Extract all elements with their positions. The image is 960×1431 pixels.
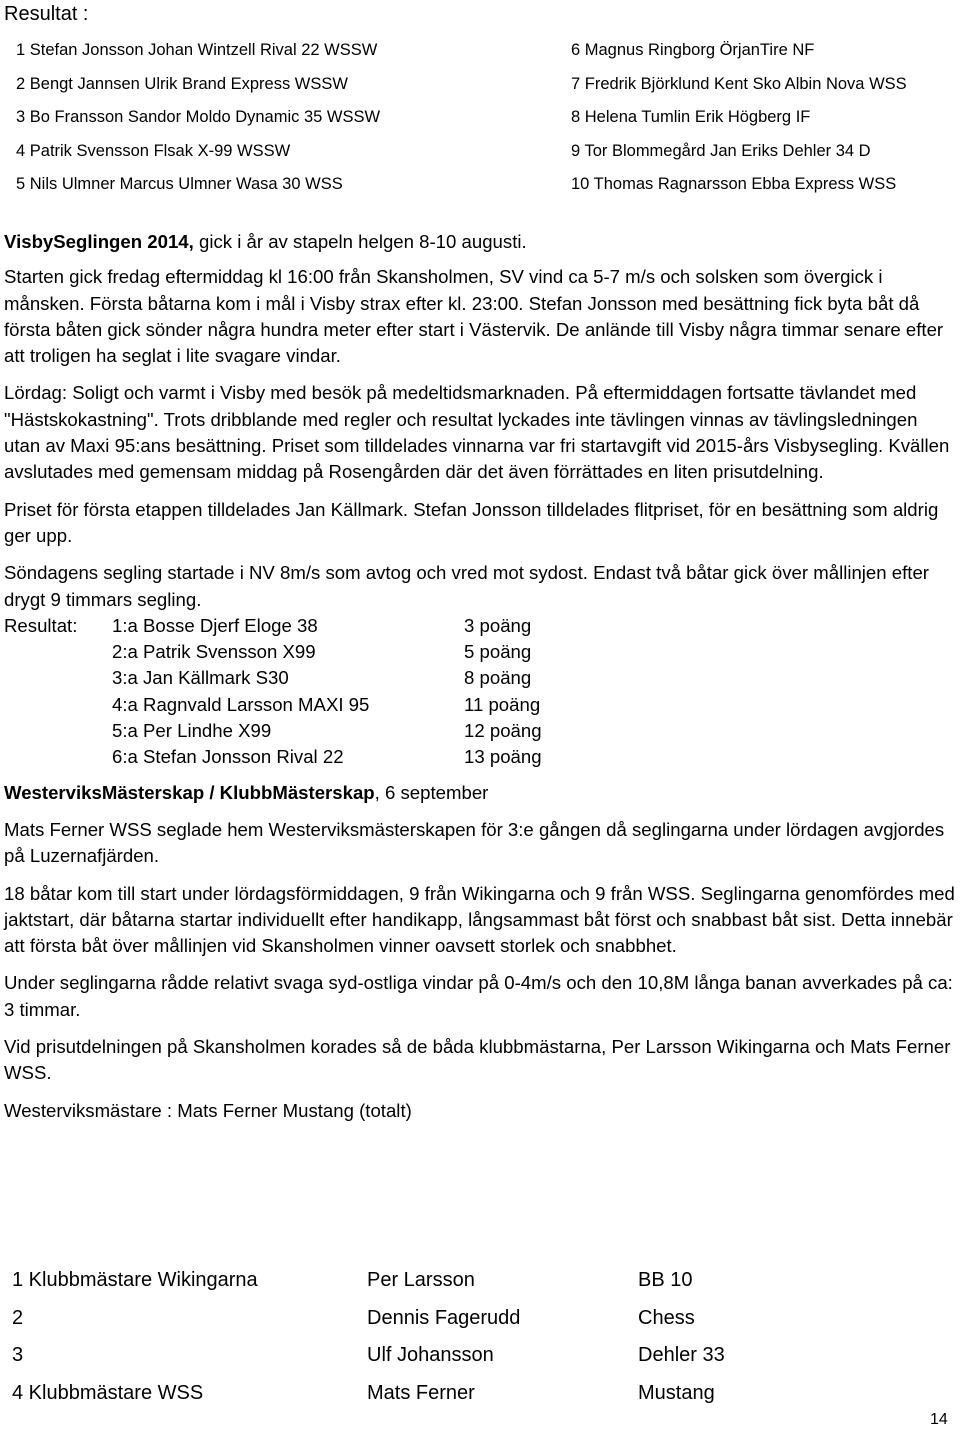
results-heading: Resultat : xyxy=(4,3,89,25)
visby-results-table xyxy=(4,613,956,771)
visby-result-row xyxy=(4,718,956,744)
visby-result-points: 13 poäng xyxy=(464,746,542,768)
visby-result-row xyxy=(4,639,956,665)
visby-paragraph-1: Starten gick fredag eftermiddag kl 16:00 från Skansholmen, SV vind ca 5-7 m/s och solsken som övergick i månsken. Första båtarna kom i mål i Visby strax efter kl. 23:00. Stefan Jonsson med besättning fick byta båt då första båten gick sönder några hundra meter efter start i Västervik. De anlände till Visby några timmar senare efter att troligen ha seglat i lite svagare vindar. xyxy=(4,266,944,367)
visby-intro-text: gick i år av stapeln helgen 8-10 augusti. xyxy=(193,231,527,252)
club-result-person: Per Larsson xyxy=(367,1269,475,1291)
top-results-right-column xyxy=(571,34,907,202)
club-result-person: Dennis Fagerudd xyxy=(367,1306,521,1329)
club-result-person: Mats Ferner xyxy=(367,1381,475,1404)
visby-result-row xyxy=(4,692,956,718)
page-number: 14 xyxy=(930,1411,948,1428)
westervik-heading xyxy=(4,780,956,806)
visby-result-name: 5:a Per Lindhe X99 xyxy=(112,720,272,742)
westervik-paragraph-1: Mats Ferner WSS seglade hem Westerviksmästerskapen för 3:e gången då seglingarna under lördagen avgjordes på Luzernafjärden. xyxy=(4,818,945,867)
westervik-paragraph-2: 18 båtar kom till start under lördagsförmiddagen, 9 från Wikingarna och 9 från WSS. Seglingarna genomfördes med jaktstart, där båtarna startar individuellt efter handikapp, långsammast båt först och snabbast båt sist. Detta innebär att första båt över mållinjen vid Skansholmen vinner oavsett storlek och snabbhet. xyxy=(4,882,955,957)
visby-result-name: 3:a Jan Källmark S30 xyxy=(112,667,289,689)
visby-paragraph-4: Söndagens segling startade i NV 8m/s som avtog och vred mot sydost. Endast två båtar gick över mållinjen efter drygt 9 timmars segling. xyxy=(4,562,929,610)
top-results-left-column xyxy=(16,34,380,202)
westervik-paragraph-3: Under seglingarna rådde relativt svaga syd-ostliga vindar på 0-4m/s och den 10,8M långa banan avverkades på ca: 3 timmar. xyxy=(4,972,953,1020)
visby-result-name: 1:a Bosse Djerf Eloge 38 xyxy=(112,614,318,636)
article-body xyxy=(4,229,956,1124)
visby-result-row xyxy=(4,744,956,770)
westervik-paragraph-4: Vid prisutdelningen på Skansholmen korades så de båda klubbmästarna, Per Larsson Wikingarna och Mats Ferner WSS. xyxy=(4,1036,951,1084)
club-result-boat: Dehler 33 xyxy=(638,1344,725,1366)
club-result-boat: BB 10 xyxy=(638,1269,693,1291)
club-result-place: 3 xyxy=(12,1344,24,1366)
club-result-row xyxy=(12,1375,772,1413)
visby-result-points: 5 poäng xyxy=(464,641,532,663)
visby-result-name: 4:a Ragnvald Larsson MAXI 95 xyxy=(112,693,370,715)
visby-result-points: 11 poäng xyxy=(464,693,541,715)
club-result-place: 4 Klubbmästare WSS xyxy=(12,1381,204,1404)
result-entry: 4 Patrik Svensson Flsak X-99 WSSW xyxy=(16,141,291,160)
club-result-row xyxy=(12,1262,772,1300)
visby-result-row xyxy=(4,613,956,639)
result-entry: 3 Bo Fransson Sandor Moldo Dynamic 35 WSSW xyxy=(16,108,381,126)
visby-result-name: 2:a Patrik Svensson X99 xyxy=(112,641,316,663)
result-entry: 7 Fredrik Björklund Kent Sko Albin Nova WSS xyxy=(571,74,907,93)
visby-result-points: 8 poäng xyxy=(464,667,532,689)
result-entry: 5 Nils Ulmner Marcus Ulmner Wasa 30 WSS xyxy=(16,175,343,193)
result-entry: 2 Bengt Jannsen Ulrik Brand Express WSSW xyxy=(16,74,348,93)
club-result-boat: Chess xyxy=(638,1306,695,1329)
club-results-table xyxy=(12,1262,772,1412)
visby-result-points: 12 poäng xyxy=(464,720,542,742)
visby-results-label: Resultat: xyxy=(4,614,78,636)
visby-result-name: 6:a Stefan Jonsson Rival 22 xyxy=(112,746,344,768)
westervik-champion-line: Westerviksmästare : Mats Ferner Mustang (totalt) xyxy=(4,1099,412,1121)
club-result-boat: Mustang xyxy=(638,1381,715,1404)
visby-paragraph-2: Lördag: Soligt och varmt i Visby med besök på medeltidsmarknaden. På eftermiddagen fortsatte tävlandet med "Hästskokastning". Trots dribblande med regler och resultat lyckades inte tävlingen vinnas av tävlingsledningen utan av Maxi 95:ans besättning. Priset som tilldelades vinnarna var fri startavgift vid 2015-års Visbysegling. Kvällen avslutades med gemensam middag på Rosengården där det även förrättades en liten prisutdelning. xyxy=(4,382,950,483)
visby-result-row xyxy=(4,665,956,691)
result-entry: 6 Magnus Ringborg ÖrjanTire NF xyxy=(571,41,815,59)
club-result-row xyxy=(12,1300,772,1338)
visby-title: VisbySeglingen 2014, xyxy=(4,231,194,252)
club-result-place: 1 Klubbmästare Wikingarna xyxy=(12,1269,258,1291)
club-result-person: Ulf Johansson xyxy=(367,1344,494,1366)
club-result-row xyxy=(12,1337,772,1375)
visby-intro xyxy=(4,229,956,255)
result-entry: 8 Helena Tumlin Erik Högberg IF xyxy=(571,108,811,126)
result-entry: 9 Tor Blommegård Jan Eriks Dehler 34 D xyxy=(571,141,871,160)
westervik-title: WesterviksMästerskap / KlubbMästerskap xyxy=(4,781,375,803)
visby-paragraph-3: Priset för första etappen tilldelades Jan Källmark. Stefan Jonsson tilldelades flitpriset, för en besättning som aldrig ger upp. xyxy=(4,498,939,546)
result-entry: 10 Thomas Ragnarsson Ebba Express WSS xyxy=(571,175,897,193)
club-result-place: 2 xyxy=(12,1306,24,1329)
visby-result-points: 3 poäng xyxy=(464,614,532,636)
westervik-date: , 6 september xyxy=(374,781,489,803)
result-entry: 1 Stefan Jonsson Johan Wintzell Rival 22 WSSW xyxy=(16,41,378,59)
